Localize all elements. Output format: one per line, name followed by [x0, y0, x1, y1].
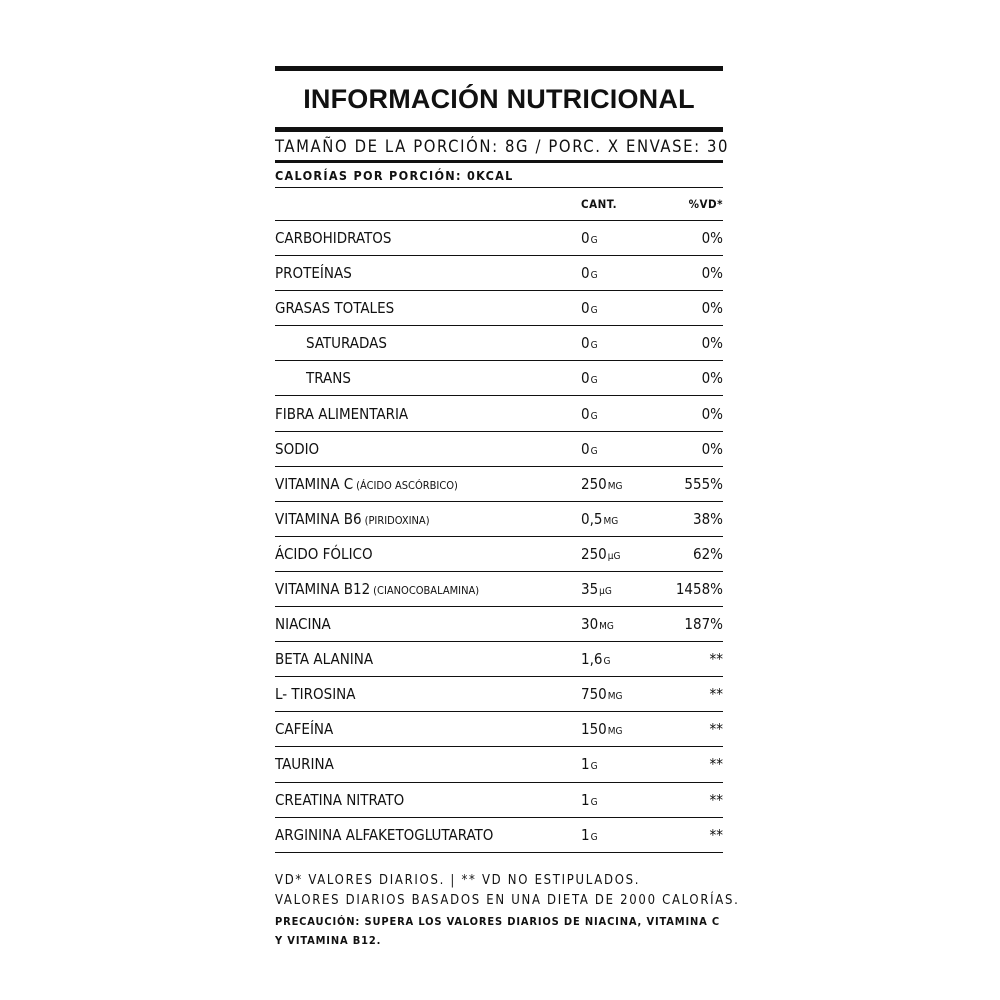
table-row — [275, 221, 723, 255]
amount-cell — [581, 580, 673, 598]
amount-unit: MG — [607, 726, 623, 738]
daily-value-cell: 62% — [693, 544, 723, 563]
nutrient-name-cell — [275, 440, 581, 458]
amount-unit: MG — [603, 515, 619, 527]
footer-basis: VALORES DIARIOS BASADOS EN UNA DIETA DE 2000 CALORÍAS. — [275, 892, 740, 908]
table-row — [275, 360, 723, 395]
nutrient-detail: (PIRIDOXINA) — [364, 513, 430, 527]
amount-cell — [581, 615, 673, 633]
daily-value-cell: 0% — [701, 299, 723, 318]
amount-unit: µG — [607, 550, 621, 562]
nutrient-name-cell — [275, 545, 581, 563]
footer-caution: PRECAUCIÓN: SUPERA LOS VALORES DIARIOS DE NIACINA, VITAMINA C Y VITAMINA B12. — [275, 914, 721, 947]
nutrient-name-cell — [275, 369, 581, 387]
footer-notes — [275, 871, 740, 950]
nutrient-name: CARBOHIDRATOS — [275, 229, 392, 248]
amount-unit: G — [590, 796, 598, 808]
table-row — [275, 606, 723, 641]
amount-unit: G — [590, 410, 598, 422]
table-row — [275, 676, 723, 711]
amount-cell — [581, 334, 673, 352]
amount-unit: G — [590, 375, 598, 387]
daily-value-cell: ** — [709, 650, 723, 669]
table-row — [275, 255, 723, 290]
amount-value: 0 — [581, 264, 590, 283]
amount-cell — [581, 369, 673, 387]
nutrient-name-cell — [275, 615, 581, 633]
nutrient-name: CAFEÍNA — [275, 720, 334, 739]
nutrient-detail: (ÁCIDO ASCÓRBICO) — [356, 478, 458, 492]
amount-unit: G — [603, 656, 611, 668]
daily-value-cell: 187% — [684, 615, 723, 634]
nutrient-name: L- TIROSINA — [275, 685, 356, 704]
daily-value-cell: ** — [709, 720, 723, 739]
amount-cell — [581, 405, 673, 423]
table-row — [275, 501, 723, 536]
table-row — [275, 641, 723, 676]
amount-value: 1,6 — [581, 650, 603, 669]
nutrition-facts-panel — [275, 66, 740, 950]
amount-value: 250 — [581, 544, 607, 563]
amount-cell — [581, 650, 673, 668]
amount-cell — [581, 299, 673, 317]
amount-value: 0 — [581, 369, 590, 388]
amount-unit: G — [590, 270, 598, 282]
nutrient-name: FIBRA ALIMENTARIA — [275, 404, 409, 423]
amount-cell — [581, 791, 673, 809]
table-row — [275, 746, 723, 781]
table-row — [275, 711, 723, 746]
nutrient-detail: (CIANOCOBALAMINA) — [373, 583, 480, 597]
panel-title: INFORMACIÓN NUTRICIONAL — [303, 83, 695, 114]
nutrient-name-cell — [275, 580, 581, 598]
nutrient-name-cell — [275, 264, 581, 282]
nutrient-name: TAURINA — [275, 755, 334, 774]
amount-value: 0,5 — [581, 509, 603, 528]
nutrient-name: NIACINA — [275, 615, 331, 634]
amount-value: 1 — [581, 825, 590, 844]
daily-value-cell: 1458% — [675, 579, 723, 598]
amount-cell — [581, 440, 673, 458]
amount-unit: G — [590, 445, 598, 457]
nutrient-name: VITAMINA B6 — [275, 509, 362, 528]
column-header-daily-value: %VD* — [688, 197, 723, 211]
daily-value-cell: 555% — [684, 474, 723, 493]
table-row — [275, 817, 723, 852]
nutrient-name-cell — [275, 720, 581, 738]
amount-cell — [581, 475, 673, 493]
daily-value-cell: 0% — [701, 439, 723, 458]
amount-value: 30 — [581, 615, 599, 634]
nutrient-name: VITAMINA C — [275, 474, 354, 493]
table-row — [275, 782, 723, 817]
amount-value: 0 — [581, 229, 590, 248]
table-row — [275, 395, 723, 430]
table-row — [275, 290, 723, 325]
amount-value: 35 — [581, 579, 599, 598]
amount-value: 1 — [581, 790, 590, 809]
daily-value-cell: 38% — [693, 509, 723, 528]
nutrient-name: BETA ALANINA — [275, 650, 374, 669]
nutrient-name-cell — [275, 334, 581, 352]
amount-unit: G — [590, 305, 598, 317]
table-row — [275, 325, 723, 360]
nutrient-name: CREATINA NITRATO — [275, 790, 405, 809]
daily-value-cell: 0% — [701, 334, 723, 353]
nutrient-name-cell — [275, 475, 581, 493]
nutrient-name: SODIO — [275, 439, 320, 458]
amount-cell — [581, 229, 673, 247]
amount-cell — [581, 510, 673, 528]
daily-value-cell: ** — [709, 685, 723, 704]
table-row — [275, 571, 723, 606]
amount-value: 0 — [581, 334, 590, 353]
nutrient-name-cell — [275, 510, 581, 528]
nutrient-name-cell — [275, 405, 581, 423]
nutrient-name-cell — [275, 650, 581, 668]
amount-unit: G — [590, 340, 598, 352]
nutrient-name: VITAMINA B12 — [275, 579, 371, 598]
amount-value: 0 — [581, 439, 590, 458]
nutrient-name: TRANS — [306, 369, 351, 388]
amount-unit: G — [590, 831, 598, 843]
daily-value-cell: ** — [709, 790, 723, 809]
serving-size: TAMAÑO DE LA PORCIÓN: 8G / PORC. X ENVASE: 30 — [275, 136, 730, 156]
amount-unit: MG — [599, 621, 614, 633]
table-bottom-divider — [275, 852, 723, 853]
amount-cell — [581, 685, 673, 703]
nutrient-name-cell — [275, 791, 581, 809]
calories-per-serving: CALORÍAS POR PORCIÓN: 0KCAL — [275, 167, 514, 183]
daily-value-cell: 0% — [701, 404, 723, 423]
amount-value: 150 — [581, 720, 607, 739]
nutrient-name-cell — [275, 299, 581, 317]
table-row — [275, 466, 723, 501]
amount-cell — [581, 264, 673, 282]
daily-value-cell: ** — [709, 755, 723, 774]
amount-value: 250 — [581, 474, 607, 493]
nutrient-name: PROTEÍNAS — [275, 264, 352, 283]
footer-legend: VD* VALORES DIARIOS. | ** VD NO ESTIPULADOS. — [275, 872, 641, 888]
amount-cell — [581, 755, 673, 773]
nutrient-name-cell — [275, 685, 581, 703]
nutrient-table — [275, 221, 723, 852]
daily-value-cell: ** — [709, 825, 723, 844]
amount-value: 750 — [581, 685, 607, 704]
nutrient-name: ARGININA ALFAKETOGLUTARATO — [275, 825, 494, 844]
daily-value-cell: 0% — [701, 369, 723, 388]
nutrient-name: SATURADAS — [306, 334, 387, 353]
nutrient-name-cell — [275, 755, 581, 773]
daily-value-cell: 0% — [701, 264, 723, 283]
nutrient-name: GRASAS TOTALES — [275, 299, 395, 318]
amount-cell — [581, 720, 673, 738]
amount-unit: MG — [607, 480, 623, 492]
amount-unit: MG — [607, 691, 623, 703]
amount-unit: G — [590, 761, 598, 773]
nutrient-name: ÁCIDO FÓLICO — [275, 544, 373, 563]
table-row — [275, 536, 723, 571]
amount-unit: G — [590, 235, 598, 247]
nutrient-name-cell — [275, 229, 581, 247]
amount-value: 0 — [581, 299, 590, 318]
amount-cell — [581, 826, 673, 844]
amount-value: 0 — [581, 404, 590, 423]
amount-value: 1 — [581, 755, 590, 774]
amount-unit: µG — [599, 585, 612, 597]
nutrient-name-cell — [275, 826, 581, 844]
column-header-row — [275, 188, 723, 220]
daily-value-cell: 0% — [701, 229, 723, 248]
amount-cell — [581, 545, 673, 563]
table-row — [275, 431, 723, 466]
column-header-amount: CANT. — [581, 197, 618, 211]
